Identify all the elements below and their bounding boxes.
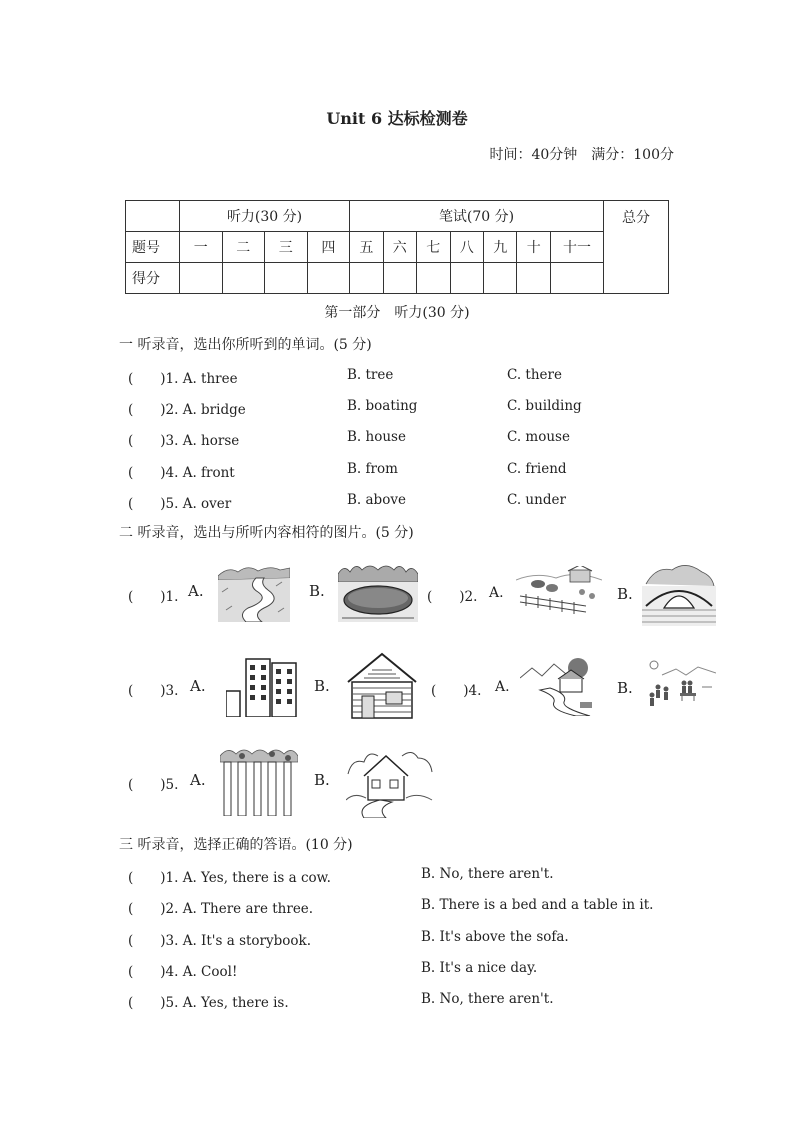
forest-picture (220, 746, 298, 816)
s3-q1-b: B. No, there aren't. (421, 866, 554, 882)
score-cell[interactable] (222, 263, 265, 294)
score-cell[interactable] (180, 263, 223, 294)
s1-q2-a: ( )2. A. bridge (128, 402, 246, 418)
s1-q2-b: B. boating (347, 398, 418, 414)
s2-q3-b-label: B. (314, 677, 330, 695)
s3-q2-a: ( )2. A. There are three. (128, 901, 314, 917)
river-picture (218, 562, 290, 622)
qnum-cell: 六 (383, 232, 416, 263)
qnum-cell: 十一 (551, 232, 604, 263)
row-score-label: 得分 (126, 263, 180, 294)
score-cell[interactable] (483, 263, 516, 294)
s3-q1-a: ( )1. A. Yes, there is a cow. (128, 870, 331, 886)
score-table (125, 200, 669, 294)
s1-q5-b: B. above (347, 492, 406, 508)
part-one-heading: 第一部分 听力(30 分) (324, 305, 470, 321)
qnum-cell: 八 (450, 232, 483, 263)
s2-q4-number: ( )4. (431, 683, 482, 699)
qnum-cell: 五 (350, 232, 383, 263)
qnum-cell: 七 (417, 232, 450, 263)
s3-q4-a: ( )4. A. Cool! (128, 964, 238, 980)
s2-q2-number: ( )2. (427, 589, 478, 605)
s3-q5-a: ( )5. A. Yes, there is. (128, 995, 289, 1011)
score-cell[interactable] (417, 263, 450, 294)
qnum-cell: 十 (517, 232, 551, 263)
s2-q3-a-label: A. (190, 677, 206, 695)
row-question-label: 题号 (126, 232, 180, 263)
score-cell[interactable] (307, 263, 350, 294)
s1-q4-a: ( )4. A. front (128, 465, 235, 481)
section-three-heading: 三 听录音，选择正确的答语。(10 分) (119, 837, 353, 853)
score-cell[interactable] (350, 263, 383, 294)
section-one-heading: 一 听录音，选出你所听到的单词。(5 分) (119, 337, 372, 353)
s2-q5-a-label: A. (190, 771, 206, 789)
s2-q1-number: ( )1. (128, 589, 179, 605)
s3-q5-b: B. No, there aren't. (421, 991, 554, 1007)
cabin-picture (346, 652, 418, 720)
score-table-corner (126, 201, 180, 232)
writing-header: 笔试(70 分) (350, 201, 604, 232)
qnum-cell: 三 (265, 232, 308, 263)
s2-q2-b-label: B. (617, 585, 633, 603)
s2-q4-a-label: A. (495, 679, 510, 695)
s1-q1-b: B. tree (347, 367, 394, 383)
page-title: Unit 6 达标检测卷 (326, 109, 468, 128)
people-park-picture (642, 659, 716, 713)
qnum-cell: 一 (180, 232, 223, 263)
s1-q4-c: C. friend (507, 461, 567, 477)
listening-header: 听力(30 分) (180, 201, 350, 232)
s1-q1-a: ( )1. A. three (128, 371, 238, 387)
score-cell[interactable] (450, 263, 483, 294)
qnum-cell: 四 (307, 232, 350, 263)
s1-q5-c: C. under (507, 492, 566, 508)
score-cell[interactable] (517, 263, 551, 294)
s1-q1-c: C. there (507, 367, 562, 383)
s3-q4-b: B. It's a nice day. (421, 960, 538, 976)
s1-q3-c: C. mouse (507, 429, 570, 445)
house-trees-picture (346, 744, 434, 818)
exam-meta: 时间：40分钟 满分：100分 (489, 147, 674, 163)
qnum-cell: 二 (222, 232, 265, 263)
s1-q2-c: C. building (507, 398, 582, 414)
s1-q5-a: ( )5. A. over (128, 496, 232, 512)
s2-q2-a-label: A. (489, 585, 504, 601)
s2-q4-b-label: B. (617, 679, 633, 697)
lake-picture (338, 562, 418, 622)
s2-q3-number: ( )3. (128, 683, 179, 699)
s1-q4-b: B. from (347, 461, 398, 477)
s2-q1-b-label: B. (309, 582, 325, 600)
s2-q5-b-label: B. (314, 771, 330, 789)
s2-q1-a-label: A. (188, 582, 204, 600)
score-cell[interactable] (383, 263, 416, 294)
s2-q5-number: ( )5. (128, 777, 179, 793)
section-two-heading: 二 听录音，选出与所听内容相符的图片。(5 分) (119, 525, 414, 541)
s3-q2-b: B. There is a bed and a table in it. (421, 897, 654, 913)
buildings-picture (226, 657, 298, 717)
score-cell[interactable] (265, 263, 308, 294)
bridge-picture (642, 562, 716, 626)
qnum-cell: 九 (483, 232, 516, 263)
s1-q3-a: ( )3. A. horse (128, 433, 240, 449)
s1-q3-b: B. house (347, 429, 406, 445)
house-road-picture (520, 656, 598, 716)
s3-q3-a: ( )3. A. It's a storybook. (128, 933, 311, 949)
total-header: 总分 (604, 201, 669, 294)
score-cell[interactable] (551, 263, 604, 294)
s3-q3-b: B. It's above the sofa. (421, 929, 569, 945)
farm-picture (516, 566, 602, 622)
